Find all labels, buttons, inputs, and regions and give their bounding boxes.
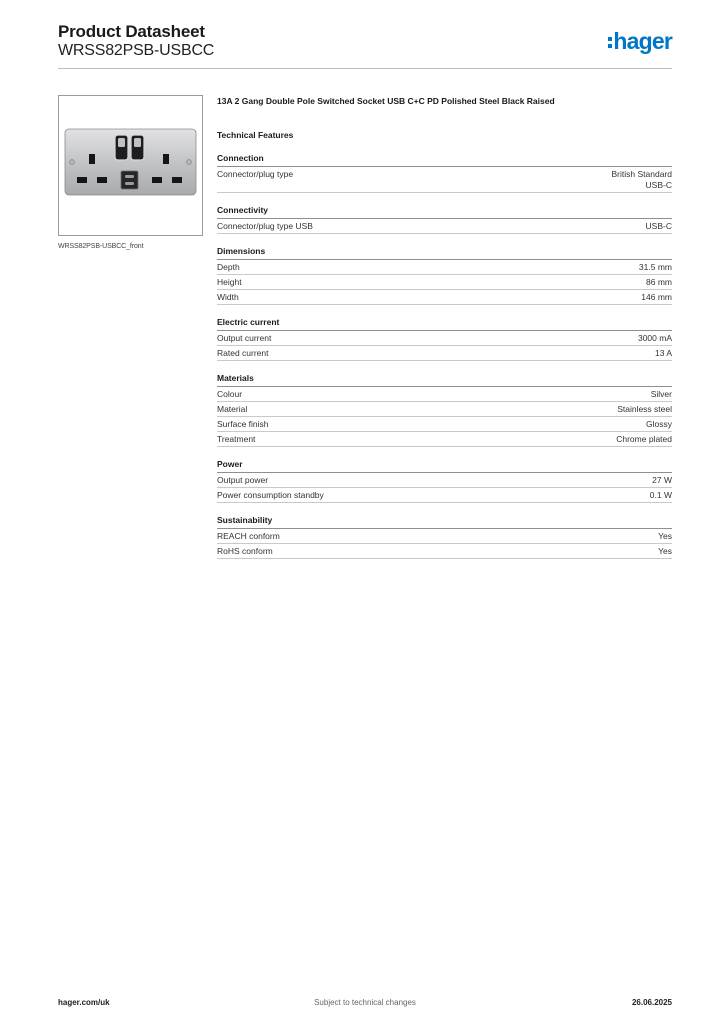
- spec-label: Colour: [217, 389, 243, 399]
- spec-value: [646, 419, 672, 430]
- spec-value: [639, 262, 672, 273]
- hager-logo: [608, 28, 672, 54]
- spec-value: [658, 531, 672, 542]
- spec-group: [217, 205, 672, 234]
- footer-website: hager.com/uk: [58, 998, 110, 1007]
- product-image: [58, 95, 203, 236]
- spec-value: [655, 348, 672, 359]
- spec-label: Height: [217, 277, 242, 287]
- spec-value: [616, 434, 672, 445]
- spec-value-line: Silver: [650, 389, 672, 399]
- spec-value: [617, 404, 672, 415]
- spec-content: [217, 96, 672, 559]
- spec-value-line: Glossy: [646, 419, 672, 429]
- right-neutral-pin: [172, 177, 182, 183]
- spec-value-line: British Standard: [611, 169, 672, 179]
- spec-value-line: 3000 mA: [637, 333, 672, 343]
- right-live-pin: [152, 177, 162, 183]
- spec-row: [217, 331, 672, 346]
- spec-value-line: 86 mm: [646, 277, 672, 287]
- header-divider: [58, 68, 672, 69]
- spec-row: [217, 387, 672, 402]
- spec-group: [217, 317, 672, 361]
- spec-value-line: 27 W: [652, 475, 672, 485]
- logo-dots-icon: [608, 34, 612, 51]
- left-neutral-pin: [97, 177, 107, 183]
- spec-group: [217, 515, 672, 559]
- spec-label: Width: [217, 292, 239, 302]
- spec-row: [217, 417, 672, 432]
- spec-group-title: Sustainability: [217, 515, 672, 529]
- document-title: Product Datasheet: [58, 22, 205, 41]
- spec-value: [641, 292, 672, 303]
- spec-label: Output current: [217, 333, 272, 343]
- logo-text: hager: [613, 28, 672, 54]
- spec-value-line: Stainless steel: [617, 404, 672, 414]
- spec-row: [217, 544, 672, 559]
- spec-row: [217, 473, 672, 488]
- screw-right: [187, 160, 192, 165]
- spec-value: [650, 490, 672, 501]
- image-caption: WRSS82PSB-USBCC_front: [58, 243, 144, 250]
- spec-value: [651, 389, 672, 400]
- spec-value: [652, 475, 672, 486]
- spec-value-line: Yes: [658, 531, 672, 541]
- spec-label: RoHS conform: [217, 546, 273, 556]
- spec-value-line: 146 mm: [641, 292, 672, 302]
- spec-group: [217, 153, 672, 193]
- product-code: WRSS82PSB-USBCC: [58, 42, 215, 59]
- spec-label: REACH conform: [217, 531, 280, 541]
- spec-row: [217, 432, 672, 447]
- spec-label: Rated current: [217, 348, 269, 358]
- spec-group: [217, 459, 672, 503]
- socket-illustration: [59, 96, 202, 235]
- spec-group-title: Materials: [217, 373, 672, 387]
- spec-group: [217, 246, 672, 305]
- spec-label: Material: [217, 404, 248, 414]
- spec-groups: [217, 153, 672, 559]
- technical-features-heading: Technical Features: [217, 130, 294, 140]
- spec-value-line: USB-C: [645, 221, 672, 231]
- spec-label: Connector/plug type USB: [217, 221, 313, 231]
- spec-row: [217, 346, 672, 361]
- spec-value: [612, 169, 672, 191]
- footer-date: 26.06.2025: [631, 998, 672, 1007]
- footer-notice: Subject to technical changes: [314, 998, 416, 1007]
- left-earth-pin: [89, 154, 95, 164]
- spec-group: [217, 373, 672, 447]
- spec-label: Surface finish: [217, 419, 269, 429]
- spec-value: [638, 333, 672, 344]
- spec-group-title: Connection: [217, 153, 672, 167]
- spec-group-title: Power: [217, 459, 672, 473]
- spec-group-title: Connectivity: [217, 205, 672, 219]
- product-name: 13A 2 Gang Double Pole Switched Socket USB C+C PD Polished Steel Black Raised: [217, 96, 555, 106]
- spec-value-line: Yes: [658, 546, 672, 556]
- spec-value-line: USB-C: [645, 180, 672, 190]
- right-earth-pin: [163, 154, 169, 164]
- screw-left: [70, 160, 75, 165]
- spec-label: Connector/plug type: [217, 169, 294, 179]
- left-live-pin: [77, 177, 87, 183]
- spec-value-line: 31.5 mm: [638, 262, 672, 272]
- spec-group-title: Electric current: [217, 317, 672, 331]
- spec-row: [217, 260, 672, 275]
- spec-value-line: 13 A: [654, 348, 672, 358]
- spec-row: [217, 167, 672, 193]
- spec-row: [217, 488, 672, 503]
- spec-label: Output power: [217, 475, 269, 485]
- spec-value-line: Chrome plated: [616, 434, 672, 444]
- spec-row: [217, 275, 672, 290]
- spec-label: Power consumption standby: [217, 490, 324, 500]
- spec-label: Depth: [217, 262, 240, 272]
- spec-group-title: Dimensions: [217, 246, 672, 260]
- spec-row: [217, 402, 672, 417]
- spec-label: Treatment: [217, 434, 256, 444]
- spec-value-line: 0.1 W: [649, 490, 672, 500]
- page-header: [58, 22, 672, 68]
- spec-row: [217, 219, 672, 234]
- spec-row: [217, 290, 672, 305]
- spec-value: [646, 221, 672, 232]
- spec-value: [646, 277, 672, 288]
- usb-c-port-icon: [121, 171, 138, 189]
- spec-value: [658, 546, 672, 557]
- spec-row: [217, 529, 672, 544]
